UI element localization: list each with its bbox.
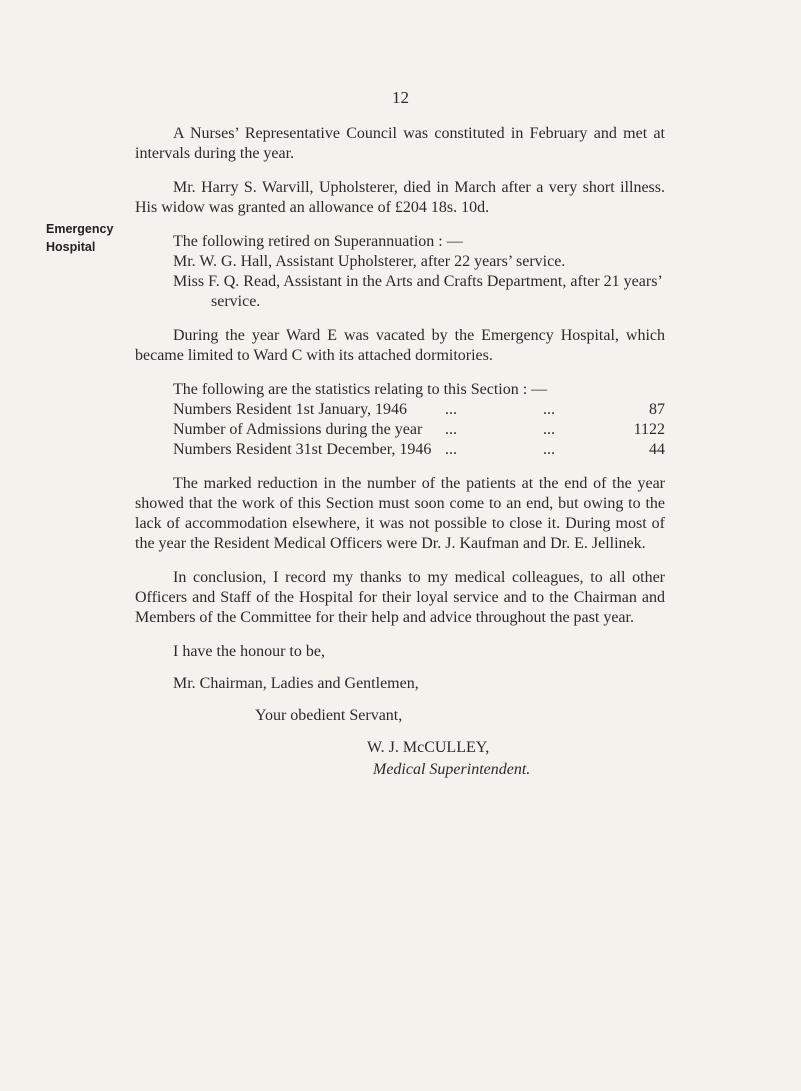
stat-dots: ... — [543, 441, 555, 458]
stat-value: 44 — [649, 441, 665, 458]
statistics-lead: The following are the statistics relating to this Section : — — [173, 381, 548, 398]
closing-honour: I have the honour to be, — [173, 643, 325, 660]
stat-leader — [445, 440, 555, 460]
stat-dots: ... — [543, 401, 555, 418]
stat-dots: ... — [445, 401, 457, 418]
statistics-table — [135, 400, 665, 460]
page-number: 12 — [392, 88, 409, 107]
stat-value: 1122 — [633, 421, 665, 438]
closing-servant: Your obedient Servant, — [255, 707, 403, 724]
stat-dots: ... — [445, 421, 457, 438]
paragraph-ward: During the year Ward E was vacated by the Emergency Hospital, which became limited to Ward C with its attached dormitories. — [135, 327, 665, 364]
margin-note-line: Emergency — [46, 222, 114, 236]
paragraph-council: A Nurses’ Representative Council was constituted in February and met at intervals during the year. — [135, 125, 665, 162]
table-row — [173, 440, 665, 460]
paragraph-warvill: Mr. Harry S. Warvill, Upholsterer, died in March after a very short illness. His widow was granted an allowance of £204 18s. 10d. — [135, 179, 665, 216]
stat-leader — [445, 400, 555, 420]
paragraph-conclusion: In conclusion, I record my thanks to my medical colleagues, to all other Officers and Staff of the Hospital for their loyal service and to the Chairman and Members of the Committee for their help and advice throughout the past year. — [135, 569, 665, 626]
stat-label: Numbers Resident 31st December, 1946 — [173, 441, 432, 458]
statistics-section — [135, 380, 665, 460]
retired-section — [135, 232, 665, 312]
stat-leader — [445, 420, 555, 440]
body-text — [135, 124, 665, 792]
paragraph-reduction: The marked reduction in the number of the patients at the end of the year showed that the work of this Section must soon come to an end, but owing to the lack of accommodation elsewhere, it was not possible to close it. During most of the year the Resident Medical Officers were Dr. J. Kaufman and Dr. E. Jellinek. — [135, 475, 665, 552]
stat-label: Numbers Resident 1st January, 1946 — [173, 401, 408, 418]
closing-salutation: Mr. Chairman, Ladies and Gentlemen, — [173, 675, 419, 692]
list-item: Mr. W. G. Hall, Assistant Upholsterer, after 22 years’ service. — [173, 253, 566, 270]
stat-value: 87 — [649, 401, 665, 418]
table-row — [173, 400, 665, 420]
margin-note-line: Hospital — [46, 240, 96, 254]
signature-title: Medical Superintendent. — [373, 761, 531, 778]
list-item: Miss F. Q. Read, Assistant in the Arts and Crafts Department, after 21 years’ service. — [173, 273, 662, 310]
margin-note-emergency-hospital — [46, 220, 113, 256]
stat-dots: ... — [543, 421, 555, 438]
retired-lead: The following retired on Superannuation : — — [173, 233, 463, 250]
stat-dots: ... — [445, 441, 457, 458]
stat-label: Number of Admissions during the year — [173, 421, 423, 438]
retired-list — [135, 252, 665, 312]
signature-name: W. J. McCULLEY, — [367, 739, 490, 756]
table-row — [173, 420, 665, 440]
closing-block — [135, 642, 665, 780]
